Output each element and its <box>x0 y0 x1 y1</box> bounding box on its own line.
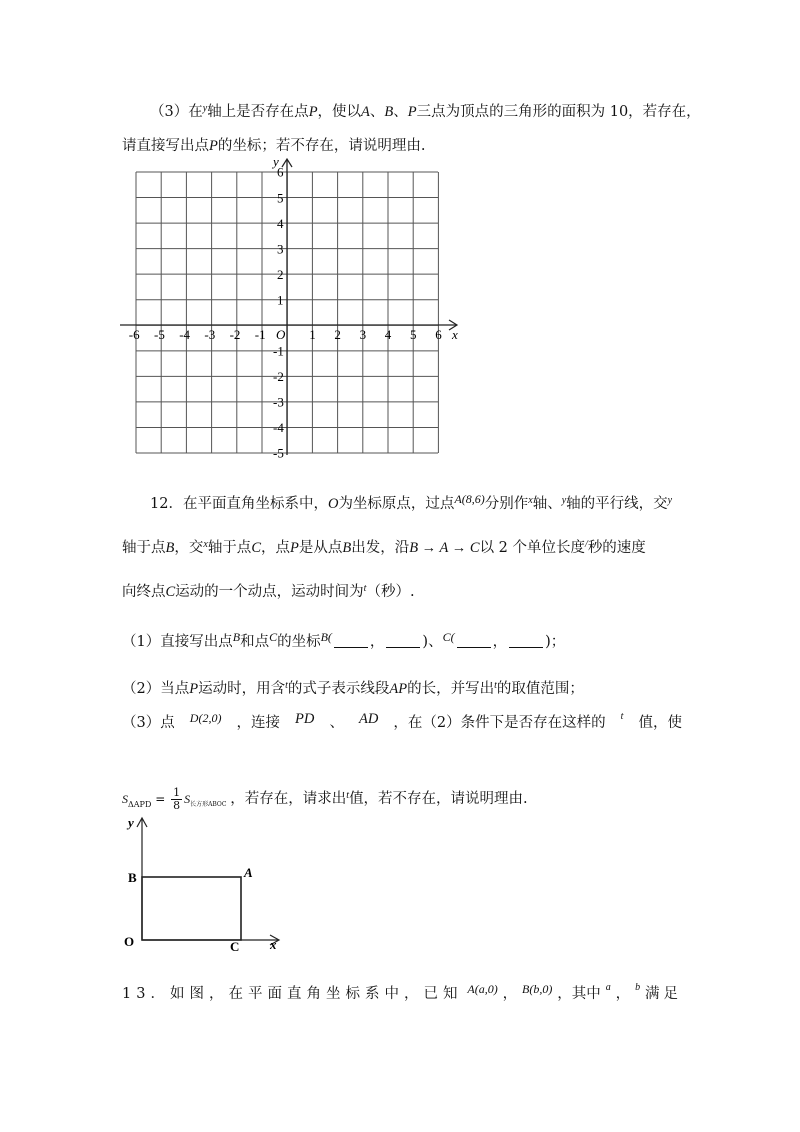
y-tick-label: -1 <box>273 343 284 359</box>
x-tick-labels <box>129 327 442 342</box>
x-axis-label: x <box>452 327 458 342</box>
rectangle-ABOC <box>142 877 241 940</box>
q12-line2: 轴于点B，交$^x$轴于点C，点P是从点B出发，沿B → A → C以 2 个单位长度/秒的速度 <box>122 539 646 556</box>
q13-line1: 13．如图，在平面直角坐标系中，已知 A(a,0) ， B(b,0) ，其中 a ， b 满足 <box>122 982 682 1002</box>
q12-part3: （3）点 D(2,0) ，连接 PD 、 AD ，在（2）条件下是否存在这样的 t 值，使 <box>122 711 682 731</box>
x-tick-label: -6 <box>128 327 140 342</box>
coordinate-grid <box>120 158 460 458</box>
y-tick-label: 1 <box>277 292 284 308</box>
fig-y-label: y <box>128 815 134 830</box>
y-tick-labels <box>273 165 284 458</box>
answer-blank[interactable] <box>334 635 368 648</box>
x-tick-label: -3 <box>204 327 216 342</box>
x-tick-label: -2 <box>229 327 241 342</box>
q11-part3-line2: 请直接写出点P的坐标；若不存在，请说明理由. <box>122 138 426 154</box>
y-tick-label: 2 <box>277 266 284 282</box>
fig-label-B: B <box>128 870 137 885</box>
q12-line1: 12．在平面直角坐标系中，O为坐标原点，过点$^{A(8,6)}$分别作$^x$轴、$^y$轴的平行线，交$^y$ <box>150 492 673 512</box>
x-tick-label: 4 <box>384 327 392 342</box>
y-tick-label: -5 <box>273 445 284 458</box>
y-tick-label: 3 <box>277 241 284 257</box>
fig-label-O: O <box>124 934 135 949</box>
x-tick-label: -1 <box>254 327 266 342</box>
y-tick-label: -2 <box>273 369 284 385</box>
fig-x-label: x <box>270 937 277 952</box>
fig-label-C: C <box>230 939 240 954</box>
answer-blank[interactable] <box>457 635 491 648</box>
q12-line3: 向终点C运动的一个动点，运动时间为$^t$（秒）. <box>122 583 415 600</box>
rectangle-figure <box>118 815 298 955</box>
y-tick-label: -4 <box>273 420 284 436</box>
q11-part3-line1: （3）在$^y$轴上是否存在点P，使以A、B、P三点为顶点的三角形的面积为 10，若存在， <box>150 103 701 120</box>
y-axis-label: y <box>273 158 279 169</box>
q12-part3-formula: $S_{\Delta APD}$ = $\frac{1}{8}$ $S_{长方形ABOC}$ ，若存在，请求出$^t$值，若不存在，请说明理由. <box>122 786 528 812</box>
x-tick-label: 1 <box>309 327 316 342</box>
x-tick-label: 3 <box>359 327 367 342</box>
y-tick-label: 6 <box>277 164 284 180</box>
formula: $S_{\Delta APD}$ = $\frac{1}{8}$ $S_{长方形ABOC}$ <box>122 786 227 812</box>
y-tick-label: 4 <box>277 215 284 231</box>
fraction: $\frac{1}{8}$ <box>173 786 181 812</box>
y-tick-label: -3 <box>273 394 284 410</box>
x-tick-label: 2 <box>334 327 341 342</box>
origin-label: O <box>276 327 286 342</box>
x-tick-label: 5 <box>410 327 417 342</box>
q12-part2: （2）当点P运动时，用含$^t$的式子表示线段AP的长，并写出$^t$的取值范围； <box>122 680 584 697</box>
answer-blank[interactable] <box>386 635 420 648</box>
x-tick-label: -4 <box>179 327 191 342</box>
x-tick-label: -5 <box>154 327 165 342</box>
q12-part1: （1）直接写出点$^B$和点$^C$的坐标$^{B(}$ ， )、$^{C(}$ ， )； <box>122 630 566 650</box>
fig-label-A: A <box>244 865 253 880</box>
answer-blank[interactable] <box>509 635 543 648</box>
y-tick-label: 5 <box>277 190 284 206</box>
x-tick-label: 6 <box>435 327 442 342</box>
